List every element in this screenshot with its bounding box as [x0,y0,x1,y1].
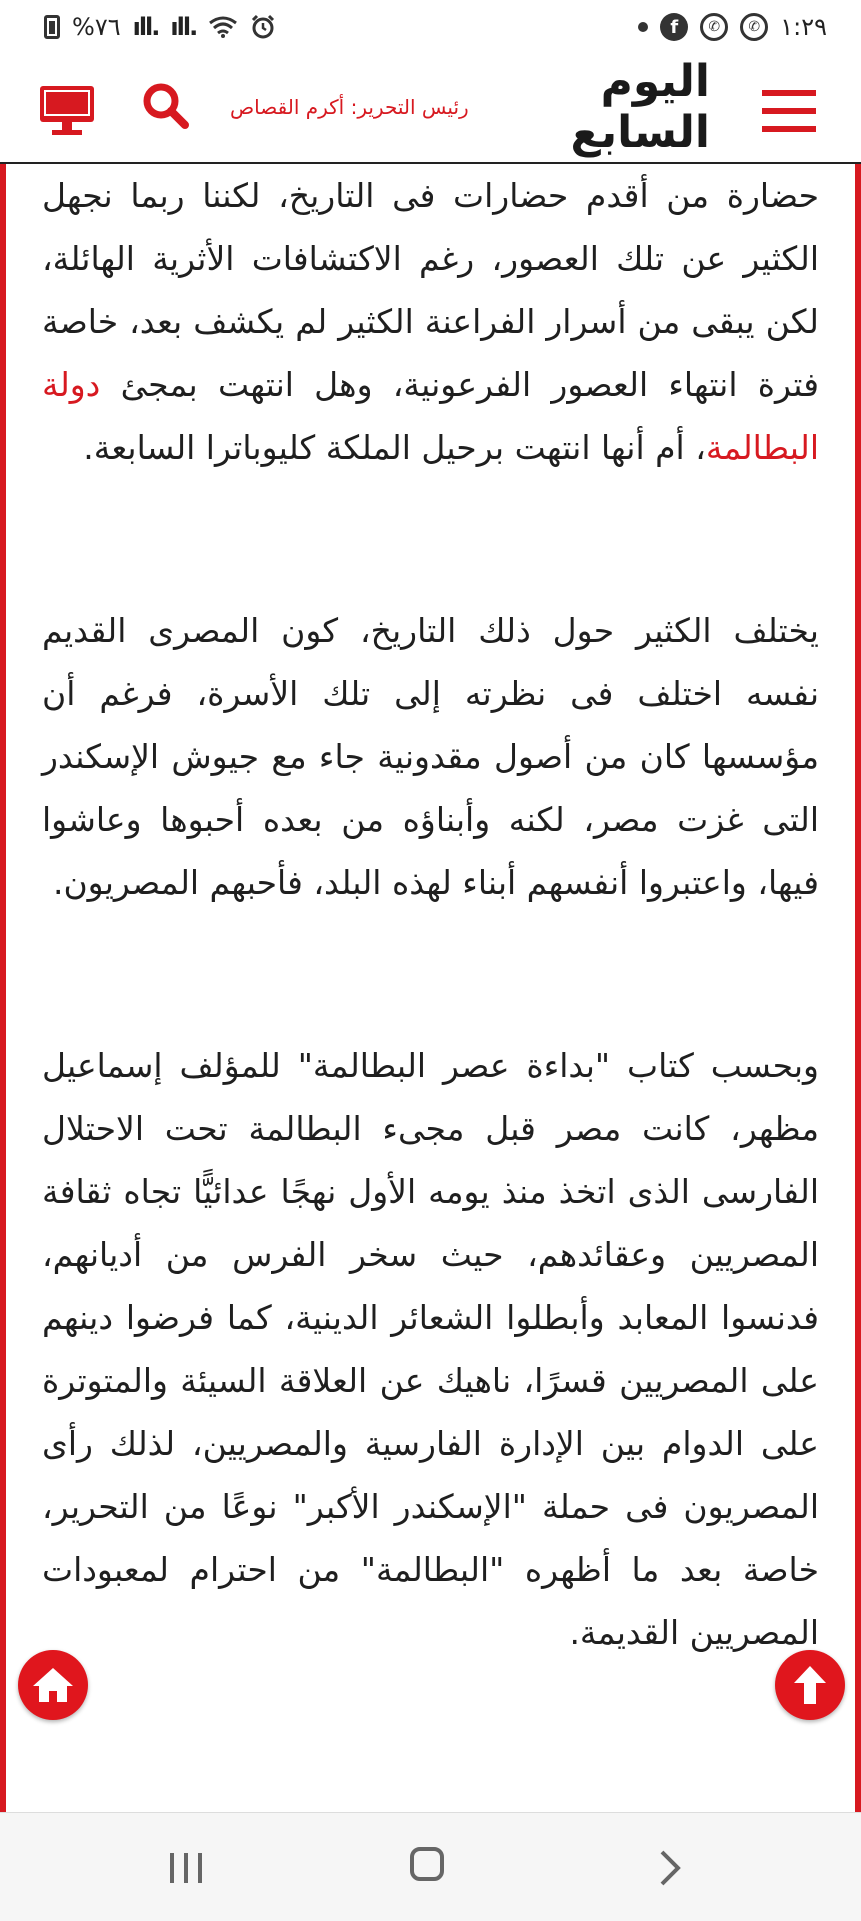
site-logo[interactable] [230,56,710,158]
viber-icon: ✆ [700,13,728,41]
article-body [0,164,861,1812]
home-button-icon[interactable] [410,1847,444,1881]
signal-icon: ıll. [132,13,159,41]
status-left [44,13,276,41]
editor-in-chief-line: رئيس التحرير: أكرم القصاص [230,95,469,119]
status-time: ١:٢٩ [780,13,827,41]
notification-dot-icon [638,22,648,32]
site-header [0,54,861,164]
back-chevron-icon[interactable] [658,1849,682,1887]
system-nav-bar [0,1812,861,1921]
home-icon [31,1665,75,1705]
battery-percent: %٧٦ [72,13,121,41]
monitor-icon[interactable] [38,82,96,138]
status-bar [0,0,861,54]
battery-icon [44,15,60,39]
alarm-icon [250,14,276,40]
recents-icon[interactable] [168,1851,204,1885]
article-paragraph-3: وبحسب كتاب "بداءة عصر البطالمة" للمؤلف إسماعيل مظهر، كانت مصر قبل مجىء البطالمة تحت الاحتلال الفارسى الذى اتخذ منذ يومه الأول نهجًا عدائيًّا تجاه ثقافة المصريين وعقائدهم، حيث سخر الفرس من أديانهم، فدنسوا المعابد وأبطلوا الشعائر الدينية، كما فرضوا دينهم على المصريين قسرًا، ناهيك عن العلاقة السيئة والمتوترة على الدوام بين الإدارة الفارسية والمصريين، لذلك رأى المصريون فى حملة "الإسكندر الأكبر" نوعًا من التحرير، خاصة بعد ما أظهره "البطالمة" من احترام لمعبودات المصريين القديمة. [42,1046,819,1652]
wifi-icon [208,15,238,39]
status-right [638,13,827,41]
whatsapp-icon: ✆ [740,13,768,41]
scroll-top-button[interactable] [775,1650,845,1720]
ptolemaic-dynasty-link[interactable]: دولة البطالمة [42,365,819,467]
facebook-icon: f [660,13,688,41]
search-icon[interactable] [140,80,190,130]
article-paragraph-2: يختلف الكثير حول ذلك التاريخ، كون المصرى القديم نفسه اختلف فى نظرته إلى تلك الأسرة، فرغم أن مؤسسها كان من أصول مقدونية جاء مع جيوش الإسكندر التى غزت مصر، لكنه وأبناؤه من بعده أحبوها وعاشوا فيها، واعتبروا أنفسهم أبناء لهذه البلد، فأحبهم المصريون. [42,611,819,902]
paragraph-1-text: حضارة من أقدم حضارات فى التاريخ، لكننا ربما نجهل الكثير عن تلك العصور، رغم الاكتشافات الأثرية الهائلة، لكن يبقى من أسرار الفراعنة الكثير لم يكشف بعد، خاصة فترة انتهاء العصور الفرعونية، وهل انتهت بمجئ [42,176,819,404]
menu-icon[interactable] [762,90,816,132]
article-paragraph-1 [6,164,855,479]
signal-icon-2: ıll. [170,13,197,41]
logo-text: اليوم السابع [570,56,710,158]
paragraph-1-text-end: ، أم أنها انتهت برحيل الملكة كليوباترا السابعة. [83,428,706,467]
home-floating-button[interactable] [18,1650,88,1720]
arrow-up-icon [790,1663,830,1707]
